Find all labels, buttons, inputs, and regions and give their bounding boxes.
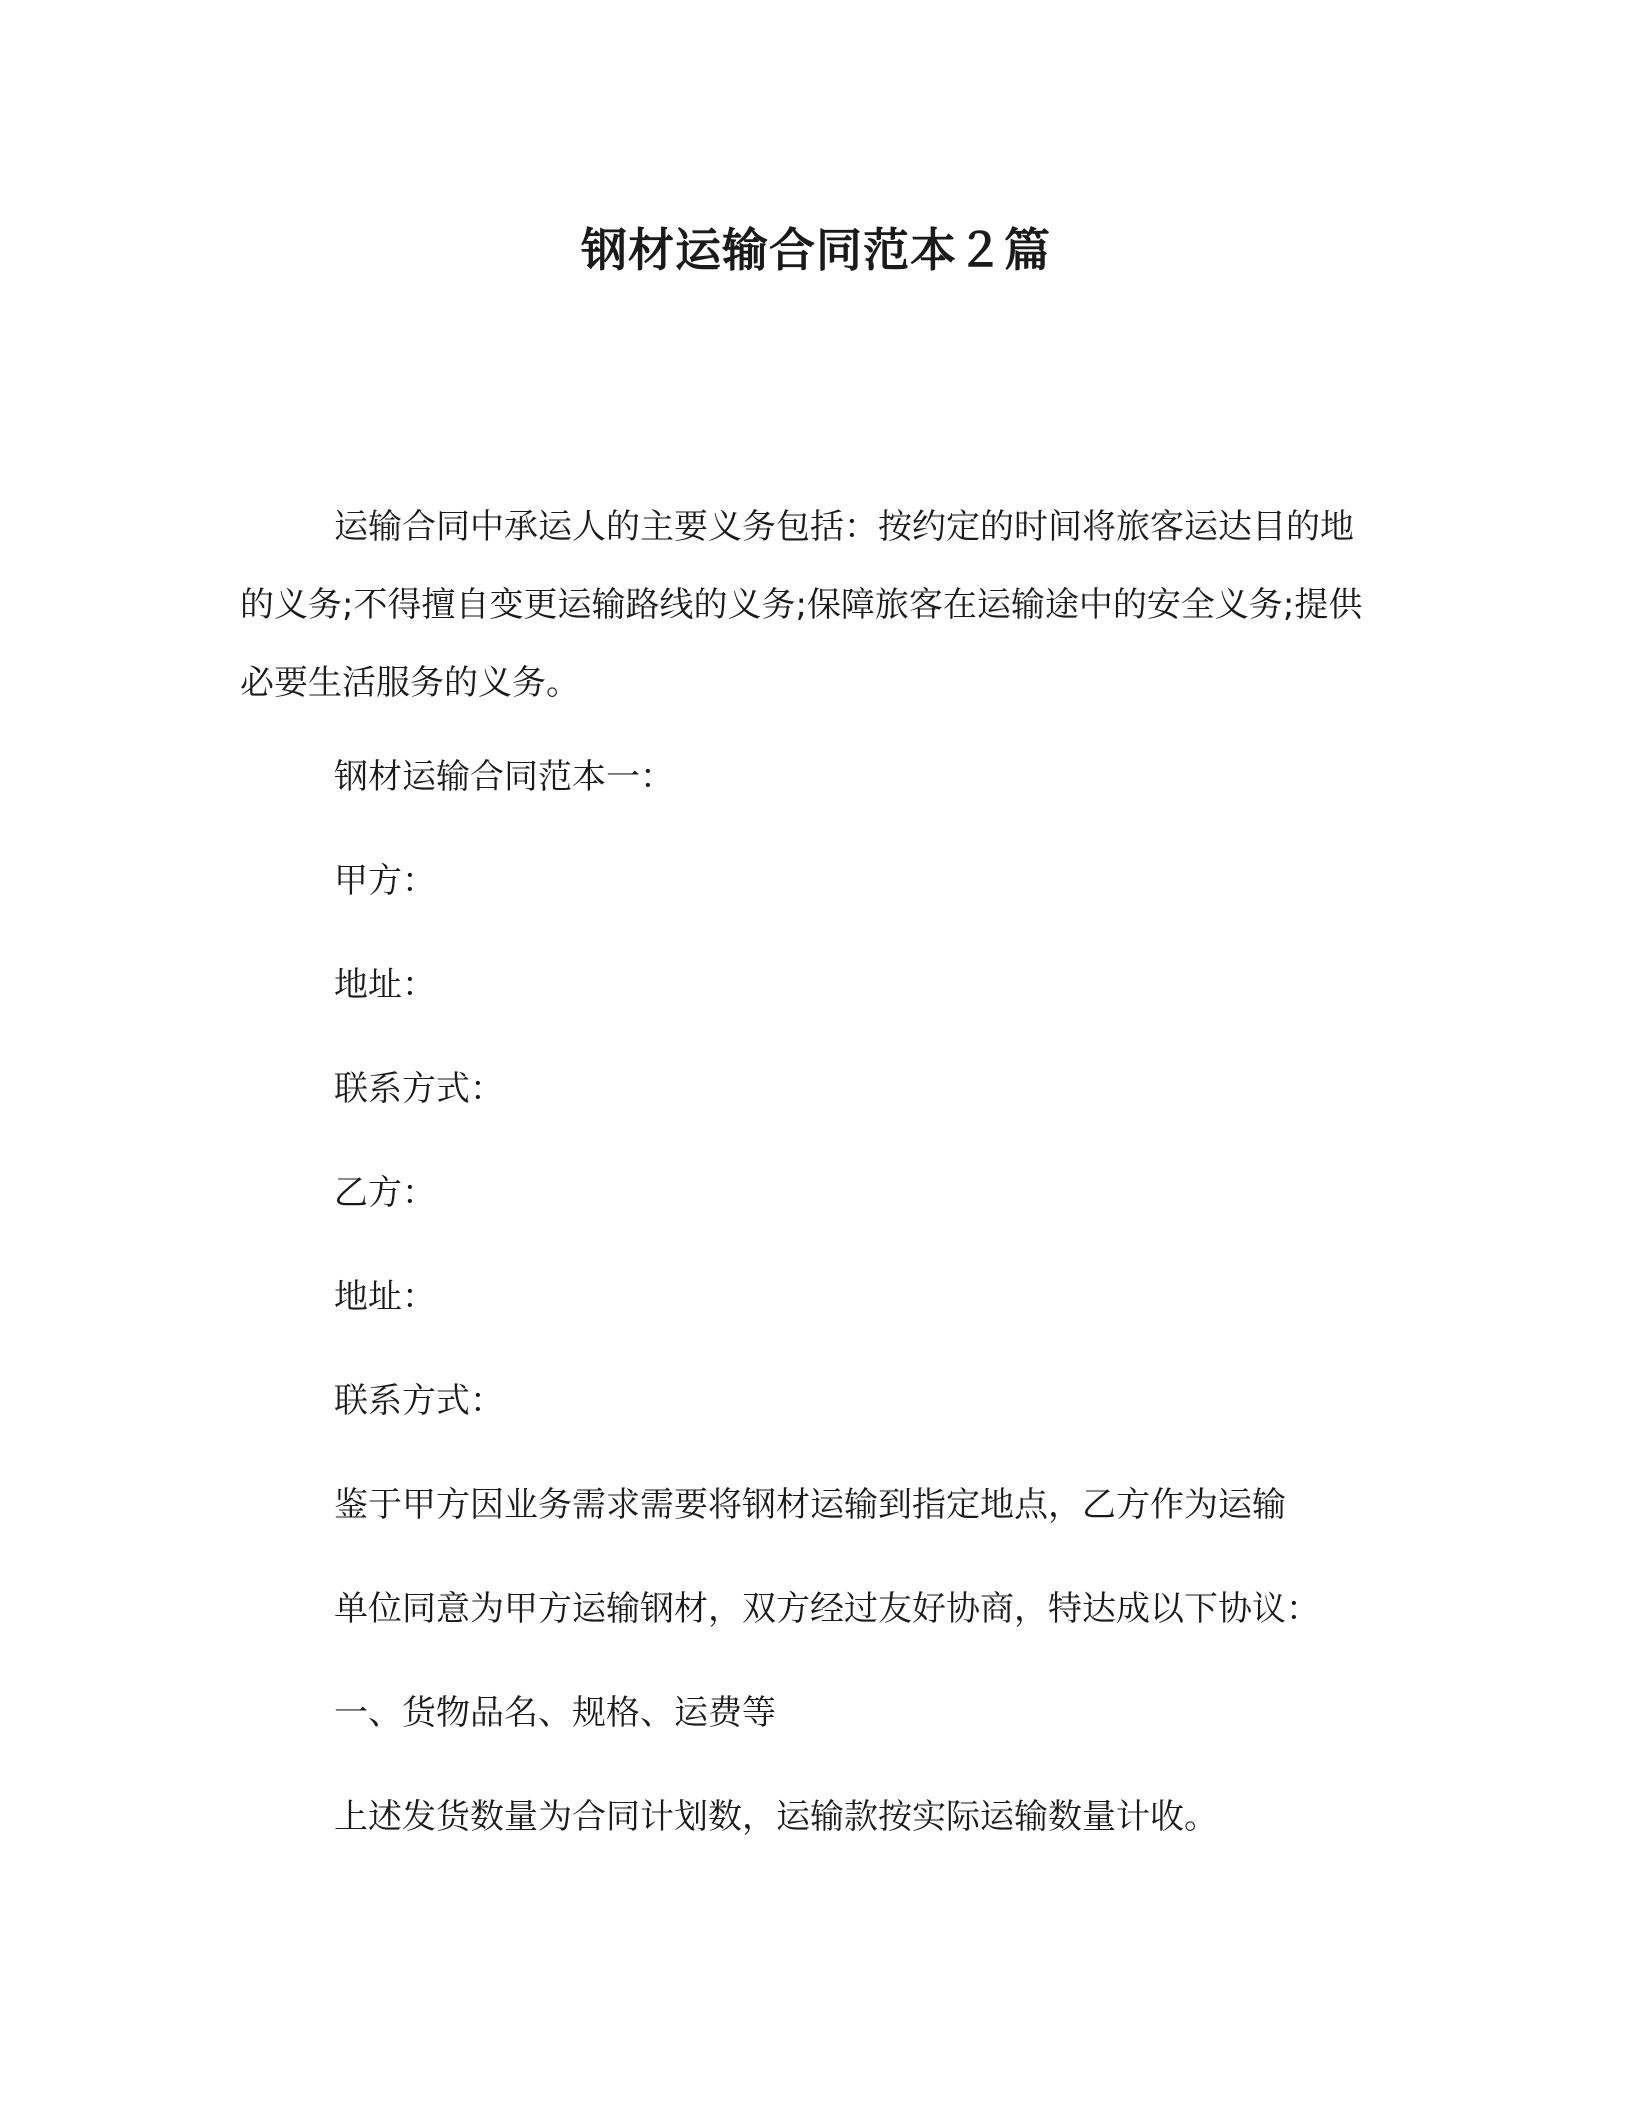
party-b-label: 乙方： (334, 1173, 436, 1213)
party-b-contact-label: 联系方式： (334, 1381, 504, 1421)
document-title: 钢材运输合同范本２篇 (581, 223, 1051, 277)
party-a-contact-label: 联系方式： (334, 1069, 504, 1109)
party-a-label: 甲方： (334, 861, 436, 901)
party-b-address-label: 地址： (334, 1277, 436, 1317)
agreement-text-line-2: 单位同意为甲方运输钢材，双方经过友好协商，特达成以下协议： (334, 1589, 1320, 1629)
section-heading-sample-one: 钢材运输合同范本一： (334, 757, 674, 797)
agreement-text-line-1: 鉴于甲方因业务需求需要将钢材运输到指定地点，乙方作为运输 (334, 1485, 1286, 1525)
clause-one-text: 上述发货数量为合同计划数，运输款按实际运输数量计收。 (334, 1797, 1218, 1837)
party-a-address-label: 地址： (334, 965, 436, 1005)
intro-paragraph: 运输合同中承运人的主要义务包括：按约定的时间将旅客运达目的地的义务;不得擅自变更运输路线的义务;保障旅客在运输途中的安全义务;提供必要生活服务的义务。 (240, 507, 1363, 703)
clause-one-heading: 一、货物品名、规格、运费等 (334, 1693, 776, 1733)
